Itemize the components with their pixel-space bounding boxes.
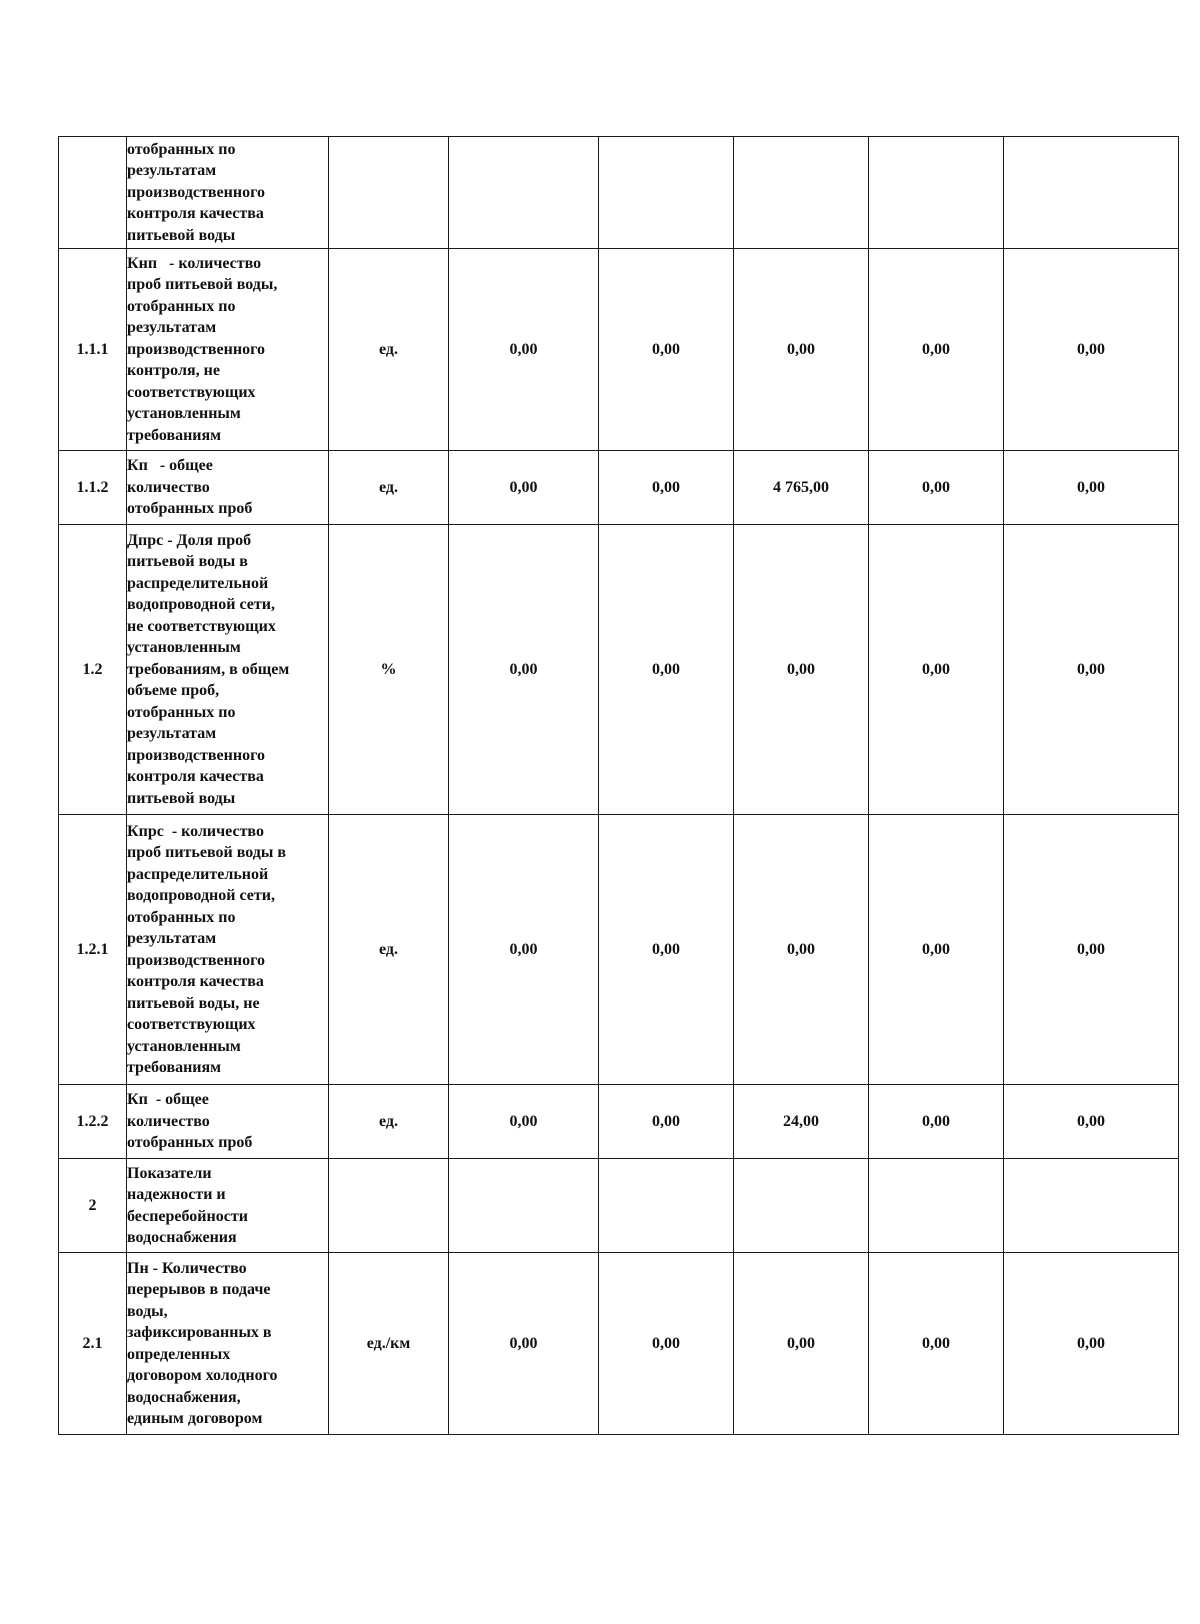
row-value: 0,00 — [1004, 1253, 1179, 1435]
row-value: 4 765,00 — [734, 451, 869, 525]
row-value: 0,00 — [734, 1253, 869, 1435]
row-value: 0,00 — [869, 1085, 1004, 1159]
row-value: 0,00 — [1004, 451, 1179, 525]
row-unit: ед. — [329, 249, 449, 451]
row-description: Кп - общее количество отобранных проб — [127, 451, 329, 525]
row-unit: % — [329, 525, 449, 815]
table-row — [59, 1253, 1179, 1435]
row-value: 0,00 — [734, 525, 869, 815]
row-value: 0,00 — [599, 249, 734, 451]
row-value: 0,00 — [599, 815, 734, 1085]
row-value: 0,00 — [449, 525, 599, 815]
row-value — [869, 137, 1004, 249]
row-number: 2 — [59, 1159, 127, 1253]
row-value: 0,00 — [449, 1253, 599, 1435]
row-value — [734, 137, 869, 249]
row-description: Кпрс - количество проб питьевой воды в распределительной водопроводной сети, отобранных по результатам производственного контроля качества питьевой воды, не соответствующих установленным требованиям — [127, 815, 329, 1085]
row-number: 1.2.2 — [59, 1085, 127, 1159]
row-number: 1.2.1 — [59, 815, 127, 1085]
row-value: 0,00 — [599, 1253, 734, 1435]
row-description: Дпрс - Доля проб питьевой воды в распределительной водопроводной сети, не соответствующих установленным требованиям, в общем объеме проб, отобранных по результатам производственного контроля качества питьевой воды — [127, 525, 329, 815]
row-description: Кнп - количество проб питьевой воды, отобранных по результатам производственного контроля, не соответствующих установленным требованиям — [127, 249, 329, 451]
row-value: 0,00 — [1004, 815, 1179, 1085]
row-value: 0,00 — [449, 249, 599, 451]
table-row — [59, 451, 1179, 525]
row-unit — [329, 137, 449, 249]
row-value: 0,00 — [734, 815, 869, 1085]
row-value: 0,00 — [869, 815, 1004, 1085]
row-number: 1.1.1 — [59, 249, 127, 451]
row-value: 0,00 — [599, 525, 734, 815]
row-value: 0,00 — [869, 451, 1004, 525]
row-value — [599, 137, 734, 249]
row-value — [1004, 137, 1179, 249]
table-row — [59, 525, 1179, 815]
row-value — [449, 137, 599, 249]
row-value: 0,00 — [1004, 1085, 1179, 1159]
row-value: 0,00 — [449, 451, 599, 525]
row-number: 1.2 — [59, 525, 127, 815]
row-unit: ед. — [329, 451, 449, 525]
row-value: 24,00 — [734, 1085, 869, 1159]
row-value — [734, 1159, 869, 1253]
row-unit: ед. — [329, 815, 449, 1085]
row-description: отобранных по результатам производственного контроля качества питьевой воды — [127, 137, 329, 249]
table-row — [59, 1085, 1179, 1159]
row-number: 1.1.2 — [59, 451, 127, 525]
row-number: 2.1 — [59, 1253, 127, 1435]
row-value — [1004, 1159, 1179, 1253]
row-unit — [329, 1159, 449, 1253]
indicators-table — [58, 136, 1179, 1435]
row-value: 0,00 — [599, 451, 734, 525]
table-row — [59, 137, 1179, 249]
row-value: 0,00 — [1004, 525, 1179, 815]
row-value: 0,00 — [734, 249, 869, 451]
row-value: 0,00 — [1004, 249, 1179, 451]
row-number — [59, 137, 127, 249]
row-value: 0,00 — [599, 1085, 734, 1159]
row-value — [869, 1159, 1004, 1253]
row-value: 0,00 — [869, 525, 1004, 815]
row-unit: ед. — [329, 1085, 449, 1159]
row-description: Пн - Количество перерывов в подаче воды, зафиксированных в определенных договором холодного водоснабжения, единым договором — [127, 1253, 329, 1435]
row-value: 0,00 — [449, 815, 599, 1085]
table-row — [59, 815, 1179, 1085]
row-value — [599, 1159, 734, 1253]
row-value: 0,00 — [869, 1253, 1004, 1435]
row-description: Кп - общее количество отобранных проб — [127, 1085, 329, 1159]
table-row — [59, 1159, 1179, 1253]
row-unit: ед./км — [329, 1253, 449, 1435]
row-value: 0,00 — [869, 249, 1004, 451]
row-description: Показатели надежности и бесперебойности водоснабжения — [127, 1159, 329, 1253]
table-row — [59, 249, 1179, 451]
row-value — [449, 1159, 599, 1253]
row-value: 0,00 — [449, 1085, 599, 1159]
